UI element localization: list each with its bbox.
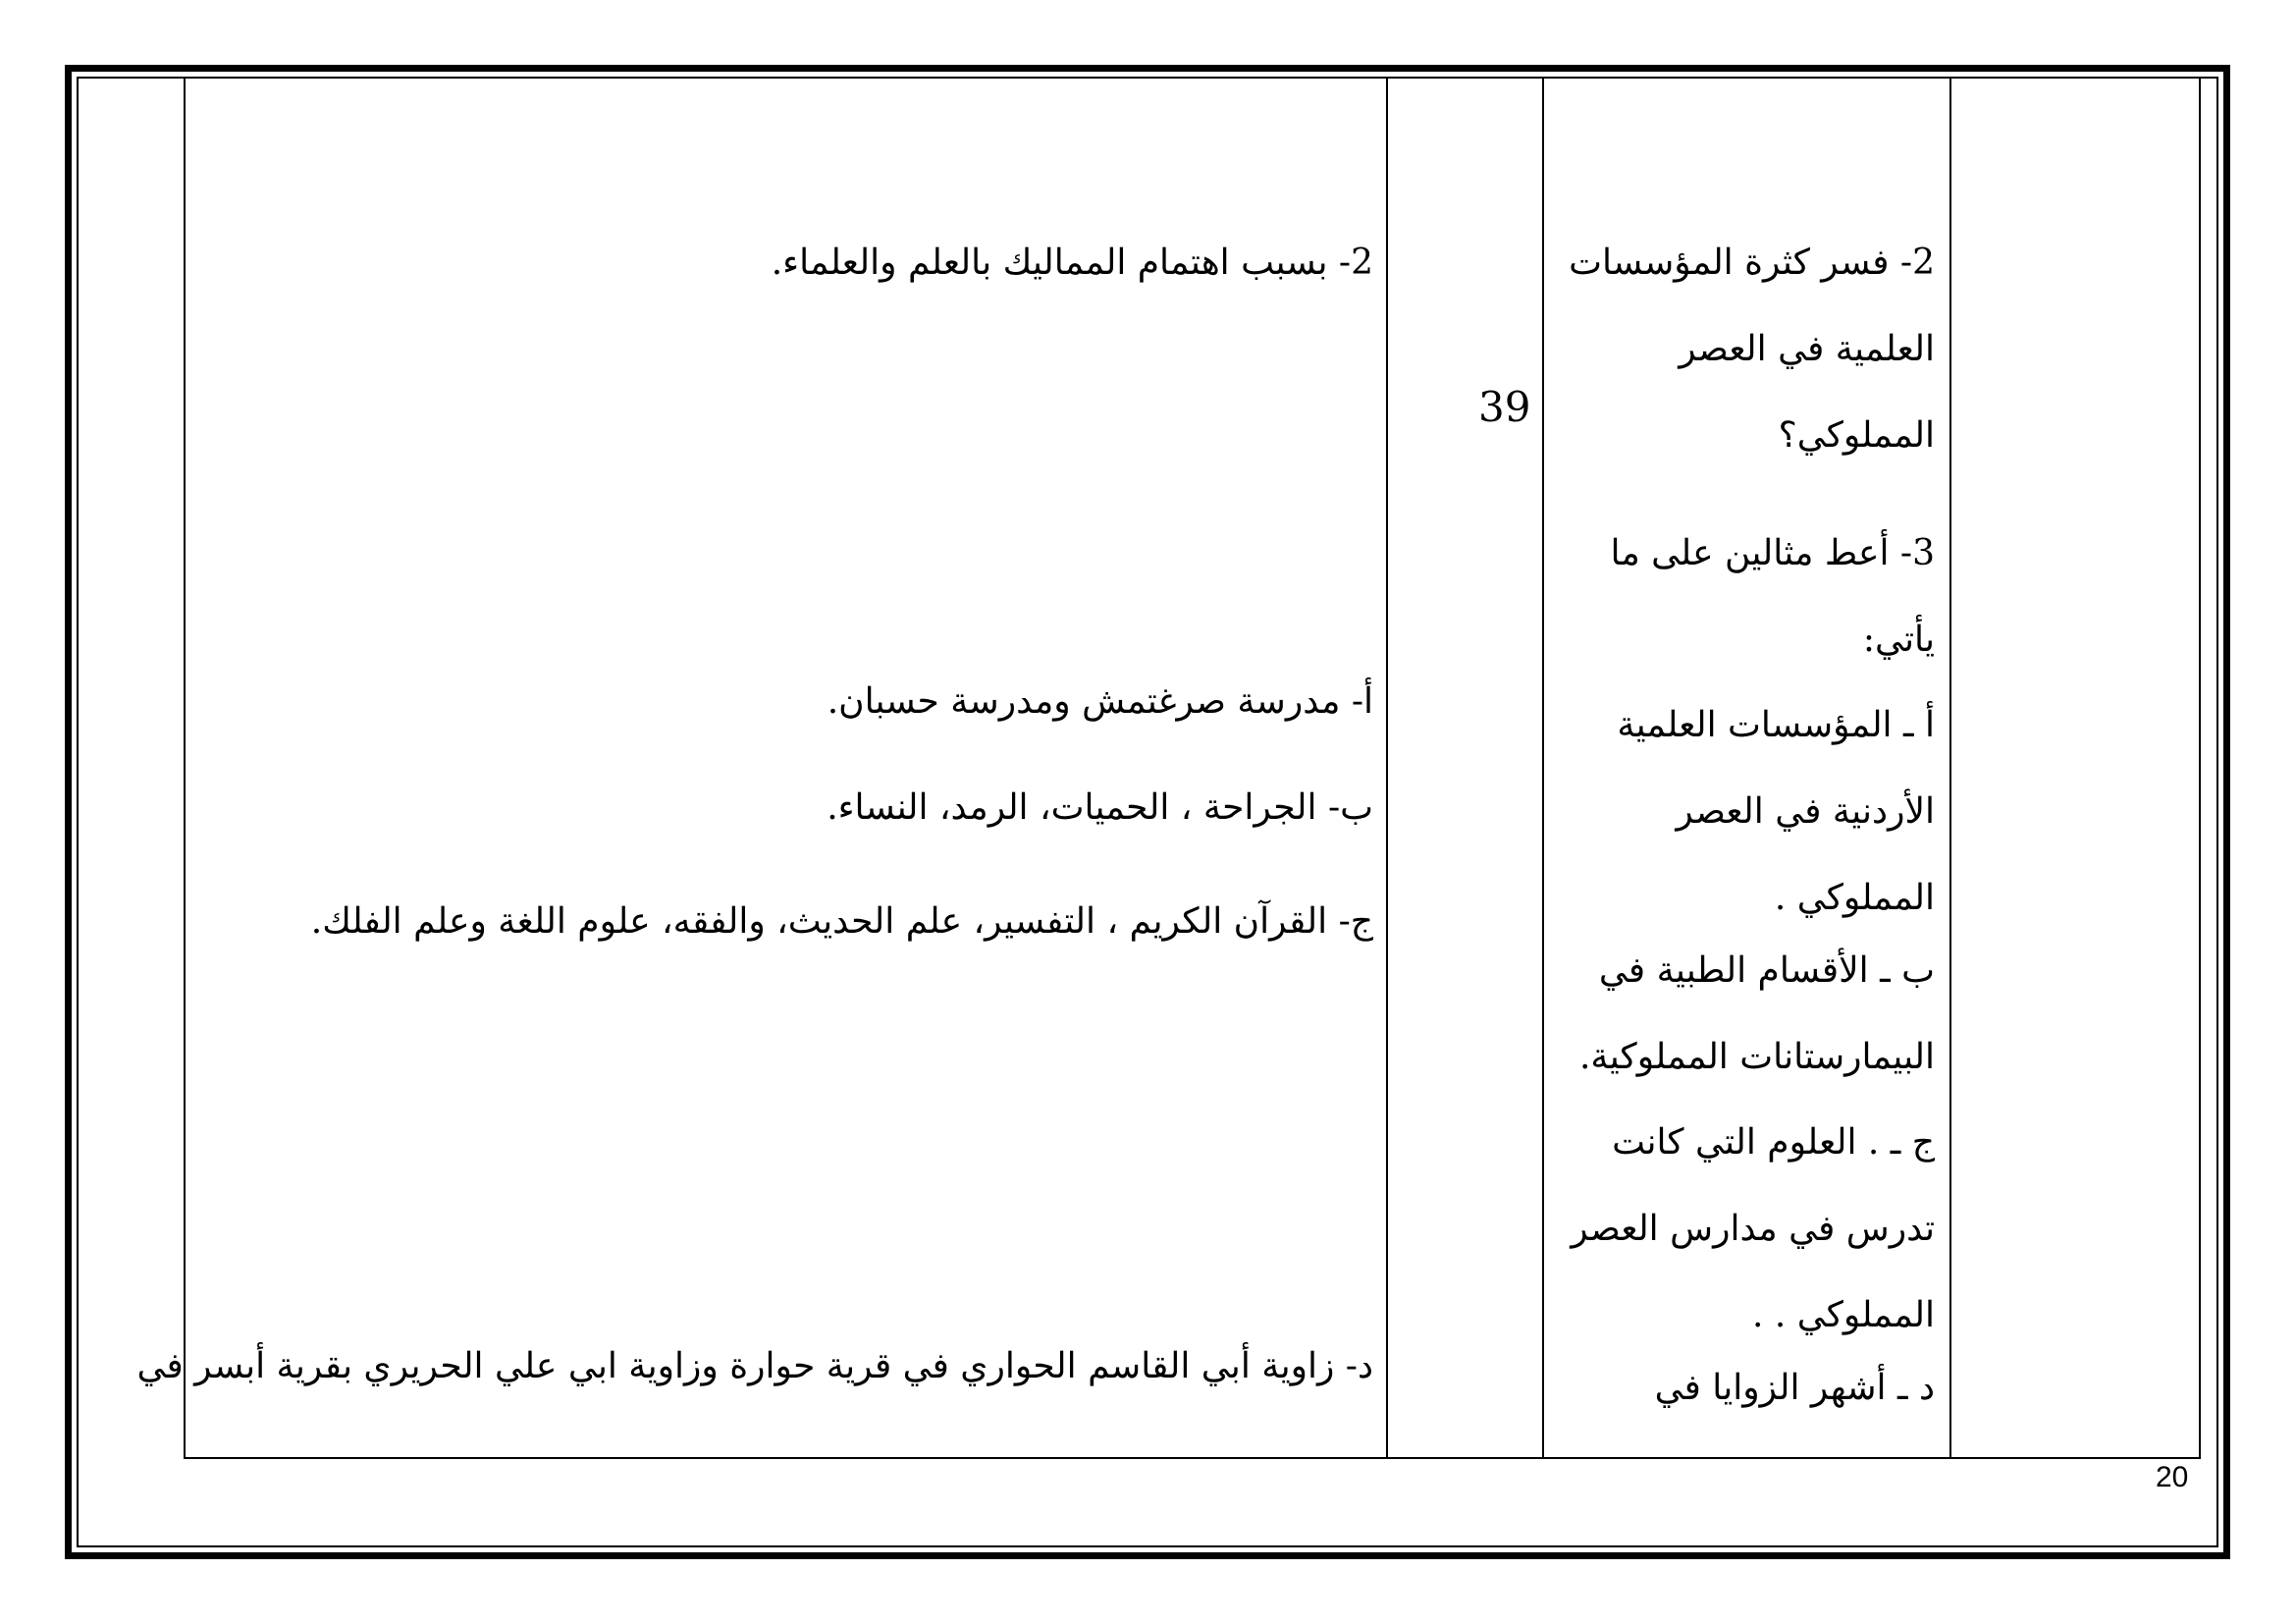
column-divider-page (1542, 79, 1544, 1457)
question-2: 2- فسر كثرة المؤسسات العلمية في العصر المملوكي؟ (1569, 243, 1935, 456)
question-3b: ب ـ الأقسام الطبية في البيمارستانات المملوكية. (1578, 950, 1935, 1077)
question-3: 3- أعط مثالين على ما يأتي: (1610, 533, 1935, 660)
answer-2: 2- بسبب اهتمام المماليك بالعلم والعلماء. (771, 243, 1373, 283)
column-divider-question (1949, 79, 1951, 1457)
answer-3c: ج- القرآن الكريم ، التفسير، علم الحديث، والفقه، علوم اللغة وعلم الفلك. (310, 901, 1373, 942)
answer-3a: أ- مدرسة صرغتمش ومدرسة حسبان. (827, 681, 1373, 722)
answer-3b: ب- الجراحة ، الحميات، الرمد، النساء. (827, 787, 1373, 828)
answer-3d: د- زاوية أبي القاسم الحواري في قرية حوارة وزاوية ابي علي الحريري بقرية أبسر في (136, 1346, 1373, 1386)
question-3d: د ـ أشهر الزوايا في (1654, 1368, 1935, 1408)
question-3c: ج ـ . العلوم التي كانت تدرس في مدارس العصر المملوكي . . (1571, 1122, 1935, 1335)
column-divider-answer (1386, 79, 1388, 1457)
page-reference: 39 (1478, 383, 1531, 431)
question-3a: أ ـ المؤسسات العلمية الأردنية في العصر المملوكي . (1617, 705, 1935, 918)
page-number: 20 (2156, 1461, 2189, 1493)
